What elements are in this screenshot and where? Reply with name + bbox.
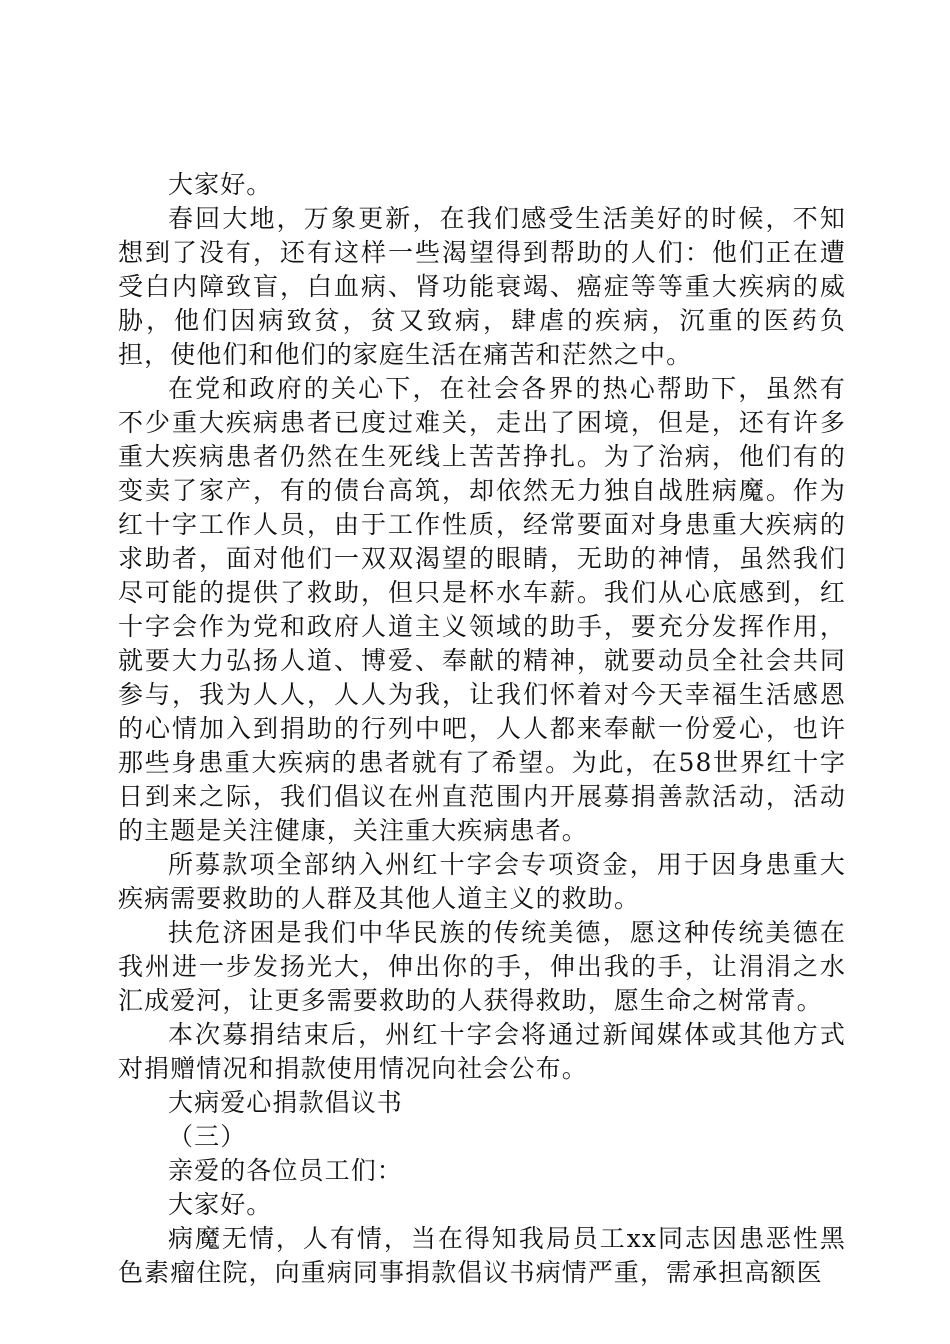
- body-paragraph: 在党和政府的关心下，在社会各界的热心帮助下，虽然有不少重大疾病患者已度过难关，走出了困境，但是，还有许多重大疾病患者仍然在生死线上苦苦挣扎。为了治病，他们有的变卖了家产，有的债台高筑，却依然无力独自战胜病魔。作为红十字工作人员，由于工作性质，经常要面对身患重大疾病的求助者，面对他们一双双渴望的眼睛，无助的神情，虽然我们尽可能的提供了救助，但只是杯水车薪。我们从心底感到，红十字会作为党和政府人道主义领域的助手，要充分发挥作用，就要大力弘扬人道、博爱、奉献的精神，就要动员全社会共同参与，我为人人，人人为我，让我们怀着对今天幸福生活感恩的心情加入到捐助的行列中吧，人人都来奉献一份爱心，也许那些身患重大疾病的患者就有了希望。为此，在58世界红十字日到来之际，我们倡议在州直范围内开展募捐善款活动，活动的主题是关注健康，关注重大疾病患者。: [118, 374, 846, 845]
- body-paragraph: 本次募捐结束后，州红十字会将通过新闻媒体或其他方式对捐赠情况和捐款使用情况向社会公布。: [118, 1020, 846, 1083]
- greeting-line: 大家好。: [168, 1190, 273, 1219]
- document-body: [118, 168, 846, 1290]
- section-number: （三）: [168, 1122, 247, 1151]
- body-paragraph: 所募款项全部纳入州红十字会专项资金，用于因身患重大疾病需要救助的人群及其他人道主义的救助。: [118, 850, 846, 913]
- body-paragraph: 春回大地，万象更新，在我们感受生活美好的时候，不知想到了没有，还有这样一些渴望得到帮助的人们：他们正在遭受白内障致盲，白血病、肾功能衰竭、癌症等等重大疾病的威胁，他们因病致贫，贫又致病，肆虐的疾病，沉重的医药负担，使他们和他们的家庭生活在痛苦和茫然之中。: [118, 204, 846, 369]
- section-title: 大病爱心捐款倡议书: [168, 1088, 403, 1117]
- greeting-paragraph: 大家好。: [168, 170, 273, 199]
- closing-paragraph: 病魔无情，人有情，当在得知我局员工xx同志因患恶性黑色素瘤住院，向重病同事捐款倡议书病情严重，需承担高额医: [118, 1224, 846, 1287]
- body-paragraph: 扶危济困是我们中华民族的传统美德，愿这种传统美德在我州进一步发扬光大，伸出你的手，伸出我的手，让涓涓之水汇成爱河，让更多需要救助的人获得救助，愿生命之树常青。: [118, 918, 846, 1015]
- salutation: 亲爱的各位员工们：: [168, 1156, 403, 1185]
